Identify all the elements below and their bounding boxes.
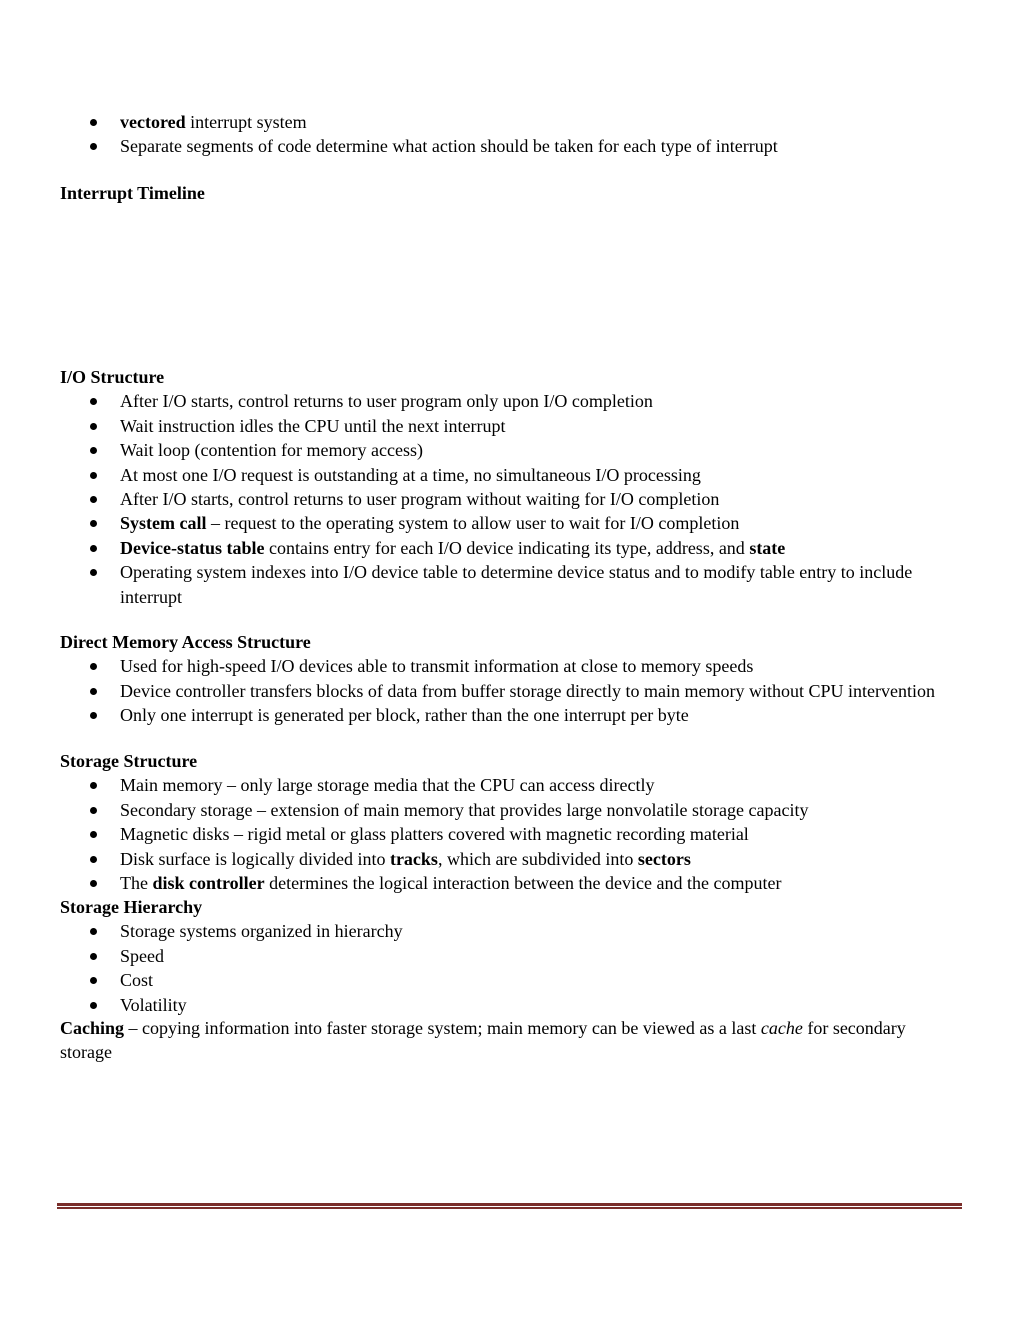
bullet-icon bbox=[90, 856, 97, 863]
bullet-icon bbox=[90, 663, 97, 670]
list-item: After I/O starts, control returns to user program only upon I/O completion bbox=[60, 389, 960, 413]
bullet-icon bbox=[90, 398, 97, 405]
list-item: Wait instruction idles the CPU until the next interrupt bbox=[60, 414, 960, 438]
list-item: Volatility bbox=[60, 993, 960, 1017]
storage-structure-section bbox=[60, 749, 960, 895]
bullet-icon bbox=[90, 423, 97, 430]
list-item: At most one I/O request is outstanding at a time, no simultaneous I/O processing bbox=[60, 463, 960, 487]
footer-rule bbox=[57, 1203, 962, 1209]
list-item: Device-status table contains entry for each I/O device indicating its type, address, and state bbox=[60, 536, 960, 560]
bullet-icon bbox=[90, 545, 97, 552]
list-item: After I/O starts, control returns to user program without waiting for I/O completion bbox=[60, 487, 960, 511]
bullet-icon bbox=[90, 472, 97, 479]
bullet-icon bbox=[90, 977, 97, 984]
bullet-icon bbox=[90, 496, 97, 503]
bullet-icon bbox=[90, 119, 97, 126]
list-item: Storage systems organized in hierarchy bbox=[60, 919, 960, 943]
list-item: Only one interrupt is generated per block, rather than the one interrupt per byte bbox=[60, 703, 960, 727]
list-item: Disk surface is logically divided into tracks, which are subdivided into sectors bbox=[60, 847, 960, 871]
interrupt-bullets bbox=[60, 110, 960, 159]
bullet-icon bbox=[90, 520, 97, 527]
dma-section bbox=[60, 630, 960, 728]
bullet-icon bbox=[90, 688, 97, 695]
list-item: Magnetic disks – rigid metal or glass platters covered with magnetic recording material bbox=[60, 822, 960, 846]
bullet-icon bbox=[90, 953, 97, 960]
list-item: Separate segments of code determine what action should be taken for each type of interrupt bbox=[60, 134, 960, 158]
bullet-icon bbox=[90, 447, 97, 454]
list-item: Used for high-speed I/O devices able to transmit information at close to memory speeds bbox=[60, 654, 960, 678]
list-item: vectored interrupt system bbox=[60, 110, 960, 134]
bullet-icon bbox=[90, 831, 97, 838]
list-item: The disk controller determines the logical interaction between the device and the computer bbox=[60, 871, 960, 895]
list-item: Device controller transfers blocks of data from buffer storage directly to main memory without CPU intervention bbox=[60, 679, 960, 703]
section-heading: Direct Memory Access Structure bbox=[60, 632, 311, 652]
interrupt-timeline-section bbox=[60, 181, 960, 205]
io-structure-section bbox=[60, 365, 960, 609]
list-item: System call – request to the operating system to allow user to wait for I/O completion bbox=[60, 511, 960, 535]
list-item: Cost bbox=[60, 968, 960, 992]
bullet-icon bbox=[90, 1002, 97, 1009]
bullet-icon bbox=[90, 569, 97, 576]
bullet-icon bbox=[90, 782, 97, 789]
caching-text: Caching – copying information into faster storage system; main memory can be viewed as a last cache for secondary storage bbox=[60, 1018, 906, 1063]
list-item: Speed bbox=[60, 944, 960, 968]
footer-rule-thin bbox=[57, 1207, 962, 1209]
bullet-icon bbox=[90, 143, 97, 150]
section-heading: Storage Structure bbox=[60, 751, 198, 771]
list-item: Secondary storage – extension of main memory that provides large nonvolatile storage capacity bbox=[60, 798, 960, 822]
section-heading: Interrupt Timeline bbox=[60, 183, 205, 203]
section-heading: I/O Structure bbox=[60, 367, 165, 387]
bullet-icon bbox=[90, 712, 97, 719]
list-item: Wait loop (contention for memory access) bbox=[60, 438, 960, 462]
section-heading: Storage Hierarchy bbox=[60, 897, 203, 917]
bullet-icon bbox=[90, 807, 97, 814]
list-item: Operating system indexes into I/O device table to determine device status and to modify table entry to include interrupt bbox=[60, 560, 960, 609]
caching-paragraph bbox=[60, 1016, 960, 1065]
list-item: Main memory – only large storage media that the CPU can access directly bbox=[60, 773, 960, 797]
bullet-icon bbox=[90, 928, 97, 935]
bullet-icon bbox=[90, 880, 97, 887]
storage-hierarchy-section bbox=[60, 895, 960, 1017]
